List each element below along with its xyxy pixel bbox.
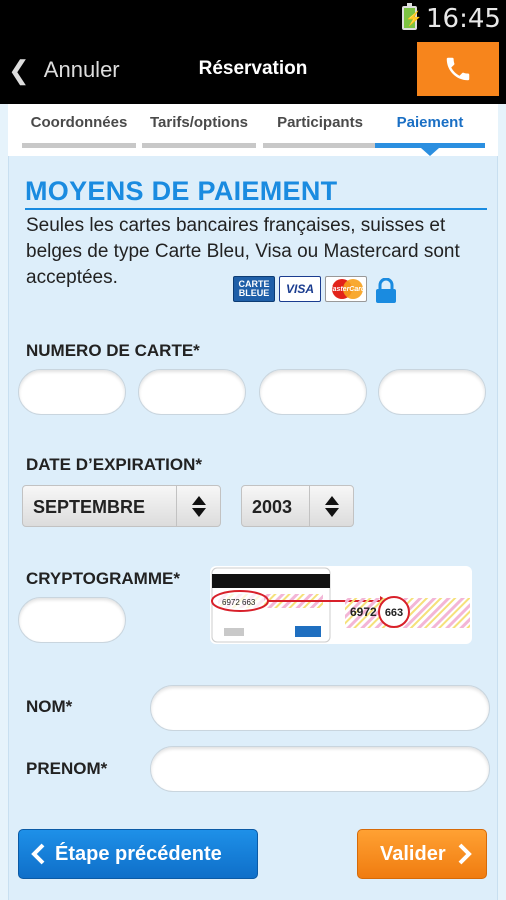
card-number-label: NUMERO DE CARTE*: [26, 341, 200, 360]
tab-coordonnees[interactable]: [22, 114, 136, 144]
payment-description: Seules les cartes bancaires françaises, suisses et belges de type Carte Bleu, Visa ou Mastercard sont acceptées.: [26, 215, 460, 288]
cvv-zoom-code: 663: [384, 607, 404, 619]
tab-label: Participants: [277, 114, 363, 131]
spinner-arrows-icon: [176, 486, 220, 526]
tab-tarifs-options[interactable]: [142, 114, 256, 144]
lock-icon: [375, 278, 397, 304]
action-bar: [0, 36, 506, 104]
chevron-right-icon: [456, 842, 474, 866]
cancel-label: Annuler: [43, 57, 120, 82]
mastercard-logo: [325, 276, 367, 302]
call-button[interactable]: [417, 42, 499, 96]
tab-label: Coordonnées: [30, 114, 128, 131]
previous-step-button[interactable]: [18, 829, 258, 879]
chevron-left-icon: [29, 842, 47, 866]
previous-step-label: Étape précédente: [55, 842, 222, 865]
carte-bleue-logo: CARTE BLEUE: [233, 276, 275, 302]
status-time: 16:45: [426, 4, 501, 34]
tab-label: Tarifs/options: [149, 114, 249, 131]
expiry-label: DATE D’EXPIRATION*: [26, 455, 202, 474]
firstname-field[interactable]: [150, 746, 490, 792]
card-number-field-2[interactable]: [138, 369, 246, 415]
heading-divider: [25, 208, 487, 210]
step-tabs: [8, 104, 498, 156]
cvv-card-digits: 6972 663: [222, 598, 256, 607]
expiry-month-select[interactable]: [22, 485, 221, 527]
chevron-left-icon: ❮: [8, 54, 30, 85]
expiry-year-select[interactable]: [241, 485, 354, 527]
accepted-cards: [233, 276, 367, 304]
card-number-field-1[interactable]: [18, 369, 126, 415]
mastercard-text: MasterCard: [326, 285, 366, 293]
tab-paiement[interactable]: [375, 114, 485, 144]
firstname-label: PRENOM*: [26, 759, 108, 778]
page-title: Réservation: [198, 58, 308, 79]
expiry-year-value: 2003: [252, 497, 293, 517]
cvv-example-image: [210, 566, 472, 644]
phone-icon: [443, 54, 473, 84]
validate-label: Valider: [380, 842, 446, 865]
cvv-label: CRYPTOGRAMME*: [26, 569, 180, 588]
card-number-field-3[interactable]: [259, 369, 367, 415]
cvv-zoom-number: 6972: [350, 605, 377, 619]
spinner-arrows-icon: [309, 486, 353, 526]
visa-logo: VISA: [279, 276, 321, 302]
cvv-field[interactable]: [18, 597, 126, 643]
name-field[interactable]: [150, 685, 490, 731]
tab-label: Paiement: [396, 114, 464, 131]
section-heading: MOYENS DE PAIEMENT: [25, 176, 338, 206]
card-number-field-4[interactable]: [378, 369, 486, 415]
battery-charging-icon: ⚡: [402, 6, 417, 30]
name-label: NOM*: [26, 697, 73, 716]
active-tab-indicator: [421, 148, 439, 156]
expiry-month-value: SEPTEMBRE: [33, 497, 146, 517]
status-bar: [0, 0, 506, 36]
tab-participants[interactable]: [263, 114, 377, 144]
validate-button[interactable]: [357, 829, 487, 879]
